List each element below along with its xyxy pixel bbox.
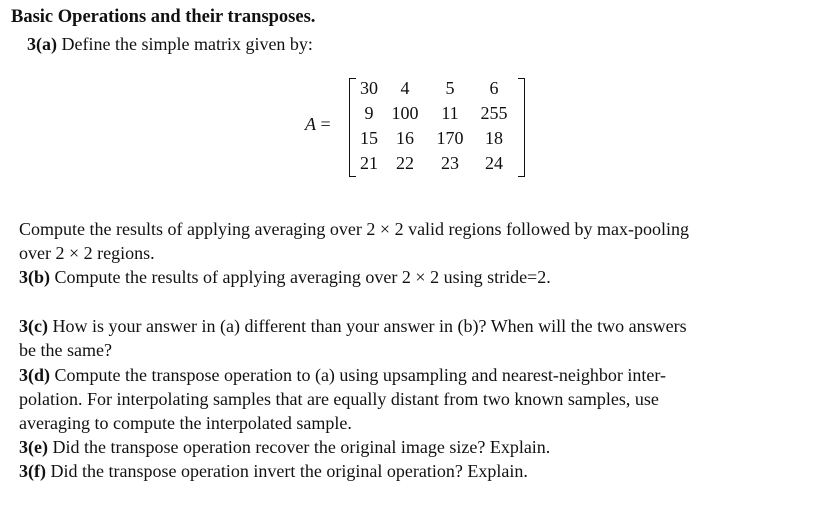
question-text: Compute the results of applying averaging over 2 × 2 using stride=2.: [50, 267, 551, 287]
matrix-cell: 24: [485, 153, 503, 173]
matrix-cell: 9: [364, 103, 374, 123]
matrix-cell: 6: [489, 78, 499, 98]
question-text: Define the simple matrix given by:: [57, 34, 313, 54]
matrix-row: [357, 151, 517, 176]
matrix-a: [357, 76, 517, 176]
question-label: 3(b): [19, 267, 50, 287]
question-text: Compute the transpose operation to (a) using upsampling and nearest-neighbor inter-: [50, 365, 666, 385]
question-3d-line-2: polation. For interpolating samples that are equally distant from two known samples, use: [19, 389, 659, 409]
question-label: 3(a): [27, 34, 57, 54]
section-heading: Basic Operations and their transposes.: [11, 7, 316, 27]
question-3c-line-1: [19, 316, 687, 337]
compute-line-1: Compute the results of applying averaging over 2 × 2 valid regions followed by max-pooling: [19, 219, 690, 239]
question-3d-line-3: averaging to compute the interpolated sample.: [19, 413, 352, 433]
matrix-row: [357, 101, 517, 126]
question-label: 3(c): [19, 316, 48, 336]
question-text: How is your answer in (a) different than your answer in (b)? When will the two answers: [47, 316, 687, 336]
matrix-cell: 5: [445, 78, 455, 98]
question-label: 3(d): [19, 365, 50, 385]
matrix-cell: 170: [436, 128, 464, 148]
question-3f: [19, 461, 528, 482]
question-label: 3(e): [19, 437, 48, 457]
question-3e: [19, 437, 550, 458]
matrix-cell: 15: [360, 128, 378, 148]
matrix-cell: 100: [391, 103, 419, 123]
matrix-cell: 23: [441, 153, 459, 173]
matrix-cell: 30: [360, 78, 378, 98]
matrix-variable: A: [305, 114, 316, 134]
matrix-cell: 21: [360, 153, 378, 173]
matrix-row: [357, 76, 517, 101]
matrix-equation: [305, 70, 535, 180]
question-3a: [27, 34, 313, 55]
matrix-cell: 22: [396, 153, 414, 173]
matrix-cell: 4: [400, 78, 410, 98]
question-3c-line-2: be the same?: [19, 340, 112, 360]
question-3d-line-1: [19, 365, 666, 386]
question-text: Did the transpose operation recover the original image size? Explain.: [47, 437, 551, 457]
question-3b: [19, 267, 551, 288]
compute-line-2: over 2 × 2 regions.: [19, 243, 155, 263]
matrix-lhs: [305, 114, 331, 135]
question-text: Did the transpose operation invert the original operation? Explain.: [45, 461, 528, 481]
left-bracket: [349, 78, 356, 177]
matrix-cell: 18: [485, 128, 503, 148]
matrix-cell: 255: [480, 103, 508, 123]
equals-sign: =: [316, 114, 331, 134]
question-label: 3(f): [19, 461, 46, 481]
matrix-row: [357, 126, 517, 151]
matrix-cell: 11: [441, 103, 459, 123]
right-bracket: [518, 78, 525, 177]
matrix-cell: 16: [396, 128, 414, 148]
